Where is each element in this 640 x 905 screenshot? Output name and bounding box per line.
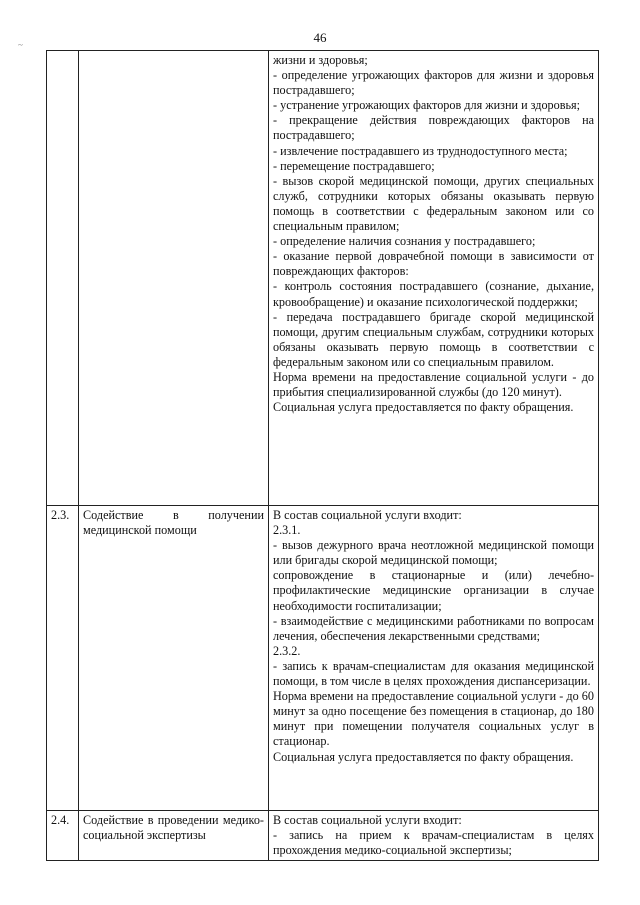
content-line: В состав социальной услуги входит: [273, 813, 462, 827]
content-line: 2.3.1. [273, 523, 301, 538]
content-line: Социальная услуга предоставляется по факту обращения. [273, 400, 574, 415]
content-line: - определение наличия сознания у пострадавшего; [273, 234, 536, 249]
content-line: - перемещение пострадавшего; [273, 158, 435, 173]
row-number: 2.4. [47, 811, 79, 861]
row-number: 2.3. [47, 506, 79, 811]
margin-mark: ~ [18, 40, 23, 50]
content-line: В состав социальной услуги входит: [273, 508, 462, 522]
content-line: - оказание первой доврачебной помощи в зависимости от повреждающих факторов: [273, 249, 594, 279]
content-line: жизни и здоровья; [273, 53, 368, 67]
page-number: 46 [313, 30, 327, 45]
table-row [47, 506, 599, 811]
content-line: Норма времени на предоставление социальной услуги - до прибытия специализированной службы (до 120 минут). [273, 369, 594, 400]
content-line: Социальная услуга предоставляется по факту обращения. [273, 749, 574, 764]
content-line: - вызов дежурного врача неотложной медицинской помощи или бригады скорой медицинской помощи; [273, 538, 594, 568]
table-row [47, 51, 599, 506]
service-content [269, 51, 599, 506]
content-line: - взаимодействие с медицинскими работниками по вопросам лечения, обеспечения лекарственными средствами; [273, 613, 594, 643]
service-name: Содействие в получении медицинской помощи [79, 506, 269, 811]
content-line: - прекращение действия повреждающих факторов на пострадавшего; [273, 113, 594, 143]
content-line: - определение угрожающих факторов для жизни и здоровья пострадавшего; [273, 68, 594, 98]
content-line: сопровождение в стационарные и (или) лечебно-профилактические медицинские организации в случае необходимости госпитализации; [273, 568, 594, 613]
content-line: - извлечение пострадавшего из труднодоступного места; [273, 143, 568, 158]
service-name [79, 51, 269, 506]
service-content [269, 811, 599, 861]
row-number [47, 51, 79, 506]
service-content [269, 506, 599, 811]
content-line: - устранение угрожающих факторов для жизни и здоровья; [273, 98, 581, 113]
content-line: - контроль состояния пострадавшего (сознание, дыхание, кровообращение) и оказание психологической поддержки; [273, 279, 594, 309]
content-line: - вызов скорой медицинской помощи, других специальных служб, сотрудники которых обязаны оказывать первую помощь в соответствии с федеральным законом или со специальным правилом; [273, 173, 594, 234]
content-line: 2.3.2. [273, 643, 301, 658]
content-line: - запись на прием к врачам-специалистам в целях прохождения медико-социальной экспертизы; [273, 828, 594, 858]
table-row [47, 811, 599, 861]
services-table [46, 50, 599, 861]
content-line: Норма времени на предоставление социальной услуги - до 60 минут за одно посещение без помещения в стационар, до 180 минут при помещении получателя социальных услуг в стационар. [273, 689, 594, 749]
content-line: - запись к врачам-специалистам для оказания медицинской помощи, в том числе в целях прохождения диспансеризации. [273, 658, 594, 689]
content-line: - передача пострадавшего бригаде скорой медицинской помощи, другим специальным службам, сотрудники которых обязаны оказывать первую помощь в соответствии с федеральным законом или со специальным правилом. [273, 309, 594, 369]
service-name: Содействие в проведении медико-социальной экспертизы [79, 811, 269, 861]
